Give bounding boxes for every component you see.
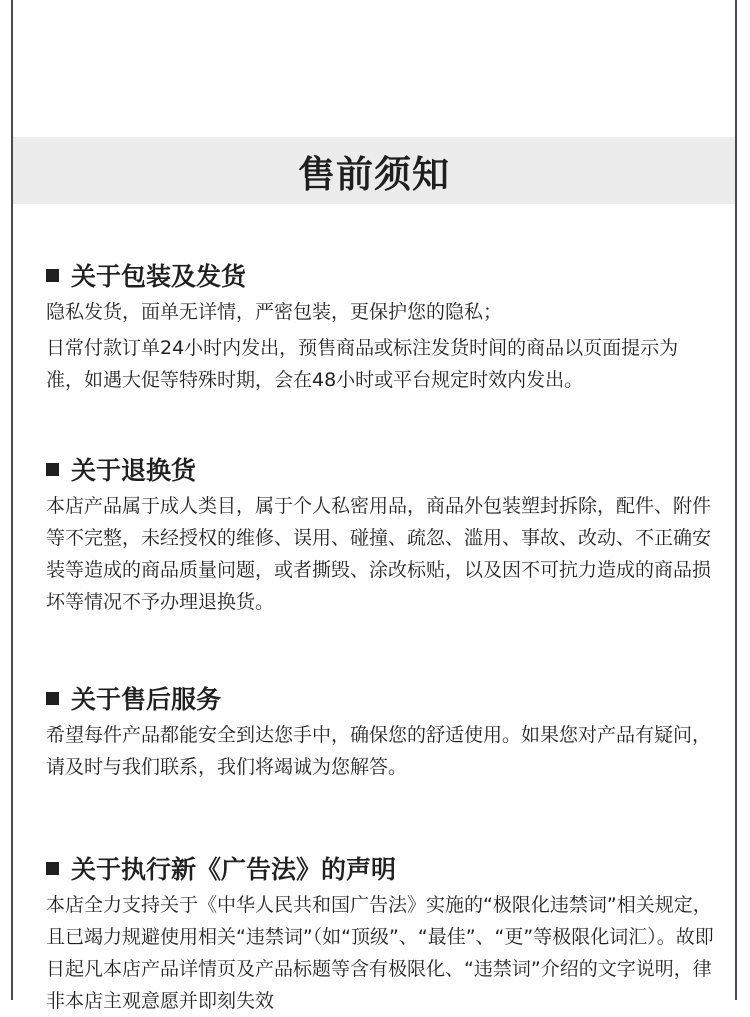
section-paragraph: 本店产品属于成人类目，属于个人私密用品，商品外包装塑封拆除，配件、附件等不完整，未经授权的维修、误用、碰撞、疏忽、滥用、事故、改动、不正确安装等造成的商品质量问题，或者撕毁、涂改标贴，以及因不可抗力造成的商品损坏等情况不予办理退换货。	[46, 495, 712, 613]
section-heading: 关于售后服务	[71, 685, 222, 714]
square-bullet-icon	[46, 862, 59, 875]
section-heading-row	[46, 681, 716, 715]
section-heading: 关于执行新《广告法》的声明	[71, 855, 397, 884]
section-heading: 关于包装及发货	[71, 262, 247, 291]
section-shipping	[46, 258, 716, 396]
section-after-sales	[46, 681, 716, 783]
square-bullet-icon	[46, 463, 59, 476]
section-advertising-law	[46, 851, 716, 1017]
title-band	[13, 137, 735, 204]
section-paragraph: 隐私发货，面单无详情，严密包装，更保护您的隐私；	[46, 301, 503, 323]
square-bullet-icon	[46, 692, 59, 705]
page-title: 售前须知	[298, 152, 450, 196]
section-heading-row	[46, 851, 716, 885]
section-paragraph: 本店全力支持关于《中华人民共和国广告法》实施的“极限化违禁词”相关规定，且已竭力规避使用相关“违禁词”（如“顶级”、“最佳”、“更”等极限化词汇）。故即日起凡本店产品详情页及产品标题等含有极限化、“违禁词”介绍的文字说明，律非本店主观意愿并即刻失效	[46, 894, 714, 1012]
section-returns	[46, 452, 716, 618]
section-paragraph: 希望每件产品都能安全到达您手中，确保您的舒适使用。如果您对产品有疑问，请及时与我们联系，我们将竭诚为您解答。	[46, 724, 712, 778]
section-heading: 关于退换货	[71, 456, 197, 485]
section-heading-row	[46, 452, 716, 486]
section-heading-row	[46, 258, 716, 292]
square-bullet-icon	[46, 269, 59, 282]
section-paragraph: 日常付款订单24小时内发出，预售商品或标注发货时间的商品以页面提示为准，如遇大促等特殊时期，会在48小时或平台规定时效内发出。	[46, 337, 679, 391]
